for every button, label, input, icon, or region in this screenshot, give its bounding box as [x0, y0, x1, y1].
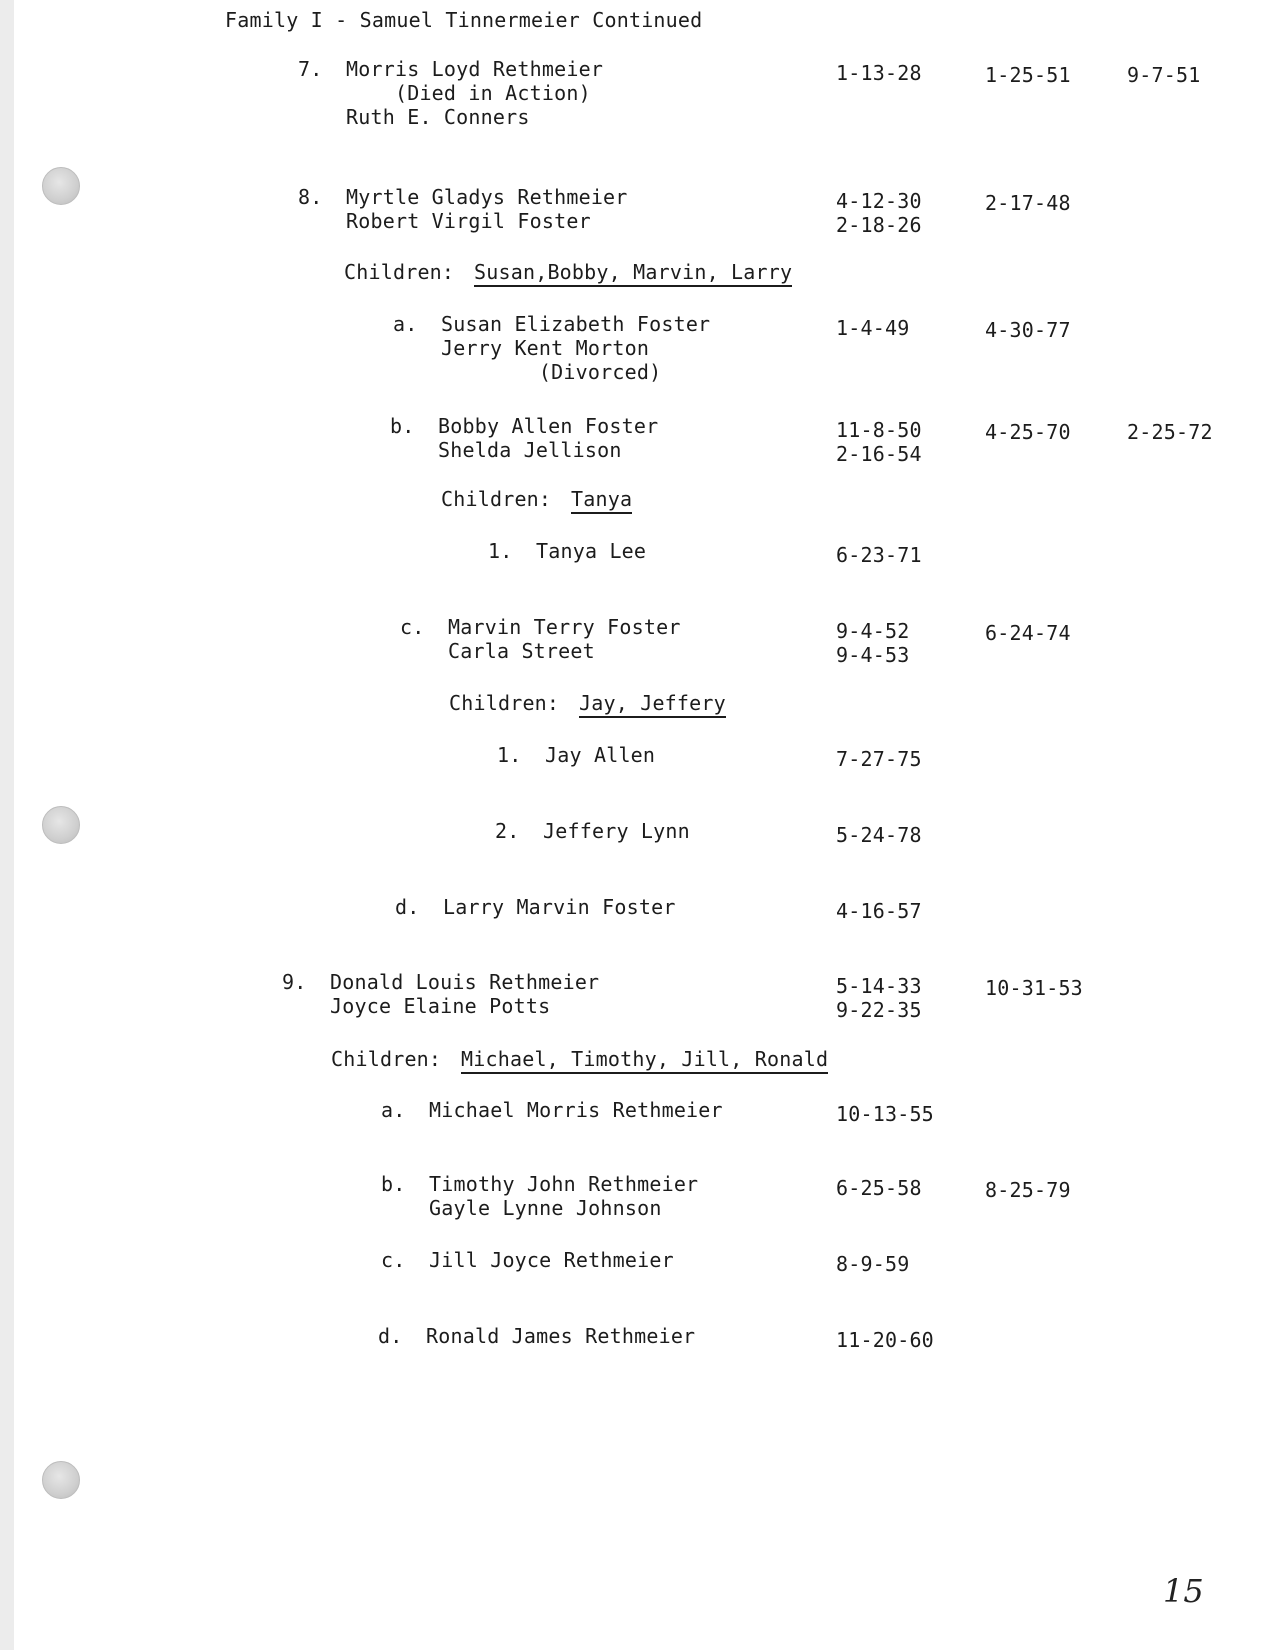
birth-date: 9-4-53	[836, 643, 910, 667]
entry-label: a.	[393, 312, 418, 336]
page-header: Family I - Samuel Tinnermeier Continued	[225, 8, 703, 32]
birth-date: 4-16-57	[836, 899, 922, 923]
children-names: Susan,Bobby, Marvin, Larry	[474, 260, 792, 287]
children-names: Michael, Timothy, Jill, Ronald	[461, 1047, 828, 1074]
entry-name: Jerry Kent Morton	[441, 336, 650, 360]
children-label: Children:	[331, 1047, 442, 1071]
entry-label: c.	[400, 615, 425, 639]
entry-label: a.	[381, 1098, 406, 1122]
birth-date: 7-27-75	[836, 747, 922, 771]
entry-label: b.	[390, 414, 415, 438]
birth-date: 1-13-28	[836, 61, 922, 85]
entry-name: Timothy John Rethmeier	[429, 1172, 699, 1196]
entry-name: Robert Virgil Foster	[346, 209, 591, 233]
birth-date: 6-23-71	[836, 543, 922, 567]
children-label: Children:	[449, 691, 560, 715]
entry-name: Larry Marvin Foster	[443, 895, 676, 919]
birth-date: 2-16-54	[836, 442, 922, 466]
marriage-date: 6-24-74	[985, 621, 1071, 645]
marriage-date: 8-25-79	[985, 1178, 1071, 1202]
entry-name: Joyce Elaine Potts	[330, 994, 551, 1018]
birth-date: 1-4-49	[836, 316, 910, 340]
entry-name: Michael Morris Rethmeier	[429, 1098, 723, 1122]
entry-name: Shelda Jellison	[438, 438, 622, 462]
binder-hole-bottom	[42, 1461, 80, 1499]
entry-name: Jeffery Lynn	[543, 819, 690, 843]
marriage-date: 4-30-77	[985, 318, 1071, 342]
entry-label: d.	[395, 895, 420, 919]
entry-name: Gayle Lynne Johnson	[429, 1196, 662, 1220]
birth-date: 2-18-26	[836, 213, 922, 237]
entry-name: (Died in Action)	[346, 81, 591, 105]
entry-label: 2.	[495, 819, 520, 843]
entry-label: c.	[381, 1248, 406, 1272]
children-label: Children:	[344, 260, 455, 284]
birth-date: 11-8-50	[836, 418, 922, 442]
entry-name: Tanya Lee	[536, 539, 647, 563]
entry-label: 8.	[298, 185, 323, 209]
entry-name: Myrtle Gladys Rethmeier	[346, 185, 628, 209]
entry-label: 1.	[488, 539, 513, 563]
entry-label: 7.	[298, 57, 323, 81]
birth-date: 8-9-59	[836, 1252, 910, 1276]
birth-date: 4-12-30	[836, 189, 922, 213]
entry-name: Susan Elizabeth Foster	[441, 312, 711, 336]
entry-name: Bobby Allen Foster	[438, 414, 659, 438]
entry-name: Jill Joyce Rethmeier	[429, 1248, 674, 1272]
birth-date: 10-13-55	[836, 1102, 934, 1126]
entry-name: Jay Allen	[545, 743, 656, 767]
entry-name: Morris Loyd Rethmeier	[346, 57, 604, 81]
entry-name: Ronald James Rethmeier	[426, 1324, 696, 1348]
entry-name: Carla Street	[448, 639, 595, 663]
death-date: 9-7-51	[1127, 63, 1201, 87]
death-date: 2-25-72	[1127, 420, 1213, 444]
children-names: Tanya	[571, 487, 632, 514]
children-label: Children:	[441, 487, 552, 511]
birth-date: 9-4-52	[836, 619, 910, 643]
marriage-date: 2-17-48	[985, 191, 1071, 215]
birth-date: 5-14-33	[836, 974, 922, 998]
entry-label: 1.	[497, 743, 522, 767]
binder-hole-middle	[42, 806, 80, 844]
children-names: Jay, Jeffery	[579, 691, 726, 718]
birth-date: 9-22-35	[836, 998, 922, 1022]
entry-label: b.	[381, 1172, 406, 1196]
scan-edge	[0, 0, 14, 1650]
birth-date: 6-25-58	[836, 1176, 922, 1200]
entry-name: Ruth E. Conners	[346, 105, 530, 129]
entry-label: d.	[378, 1324, 403, 1348]
page-number: 15	[1163, 1572, 1204, 1610]
binder-hole-top	[42, 167, 80, 205]
entry-label: 9.	[282, 970, 307, 994]
birth-date: 11-20-60	[836, 1328, 934, 1352]
entry-name: Donald Louis Rethmeier	[330, 970, 600, 994]
birth-date: 5-24-78	[836, 823, 922, 847]
entry-name: (Divorced)	[441, 360, 662, 384]
marriage-date: 10-31-53	[985, 976, 1083, 1000]
marriage-date: 1-25-51	[985, 63, 1071, 87]
marriage-date: 4-25-70	[985, 420, 1071, 444]
entry-name: Marvin Terry Foster	[448, 615, 681, 639]
